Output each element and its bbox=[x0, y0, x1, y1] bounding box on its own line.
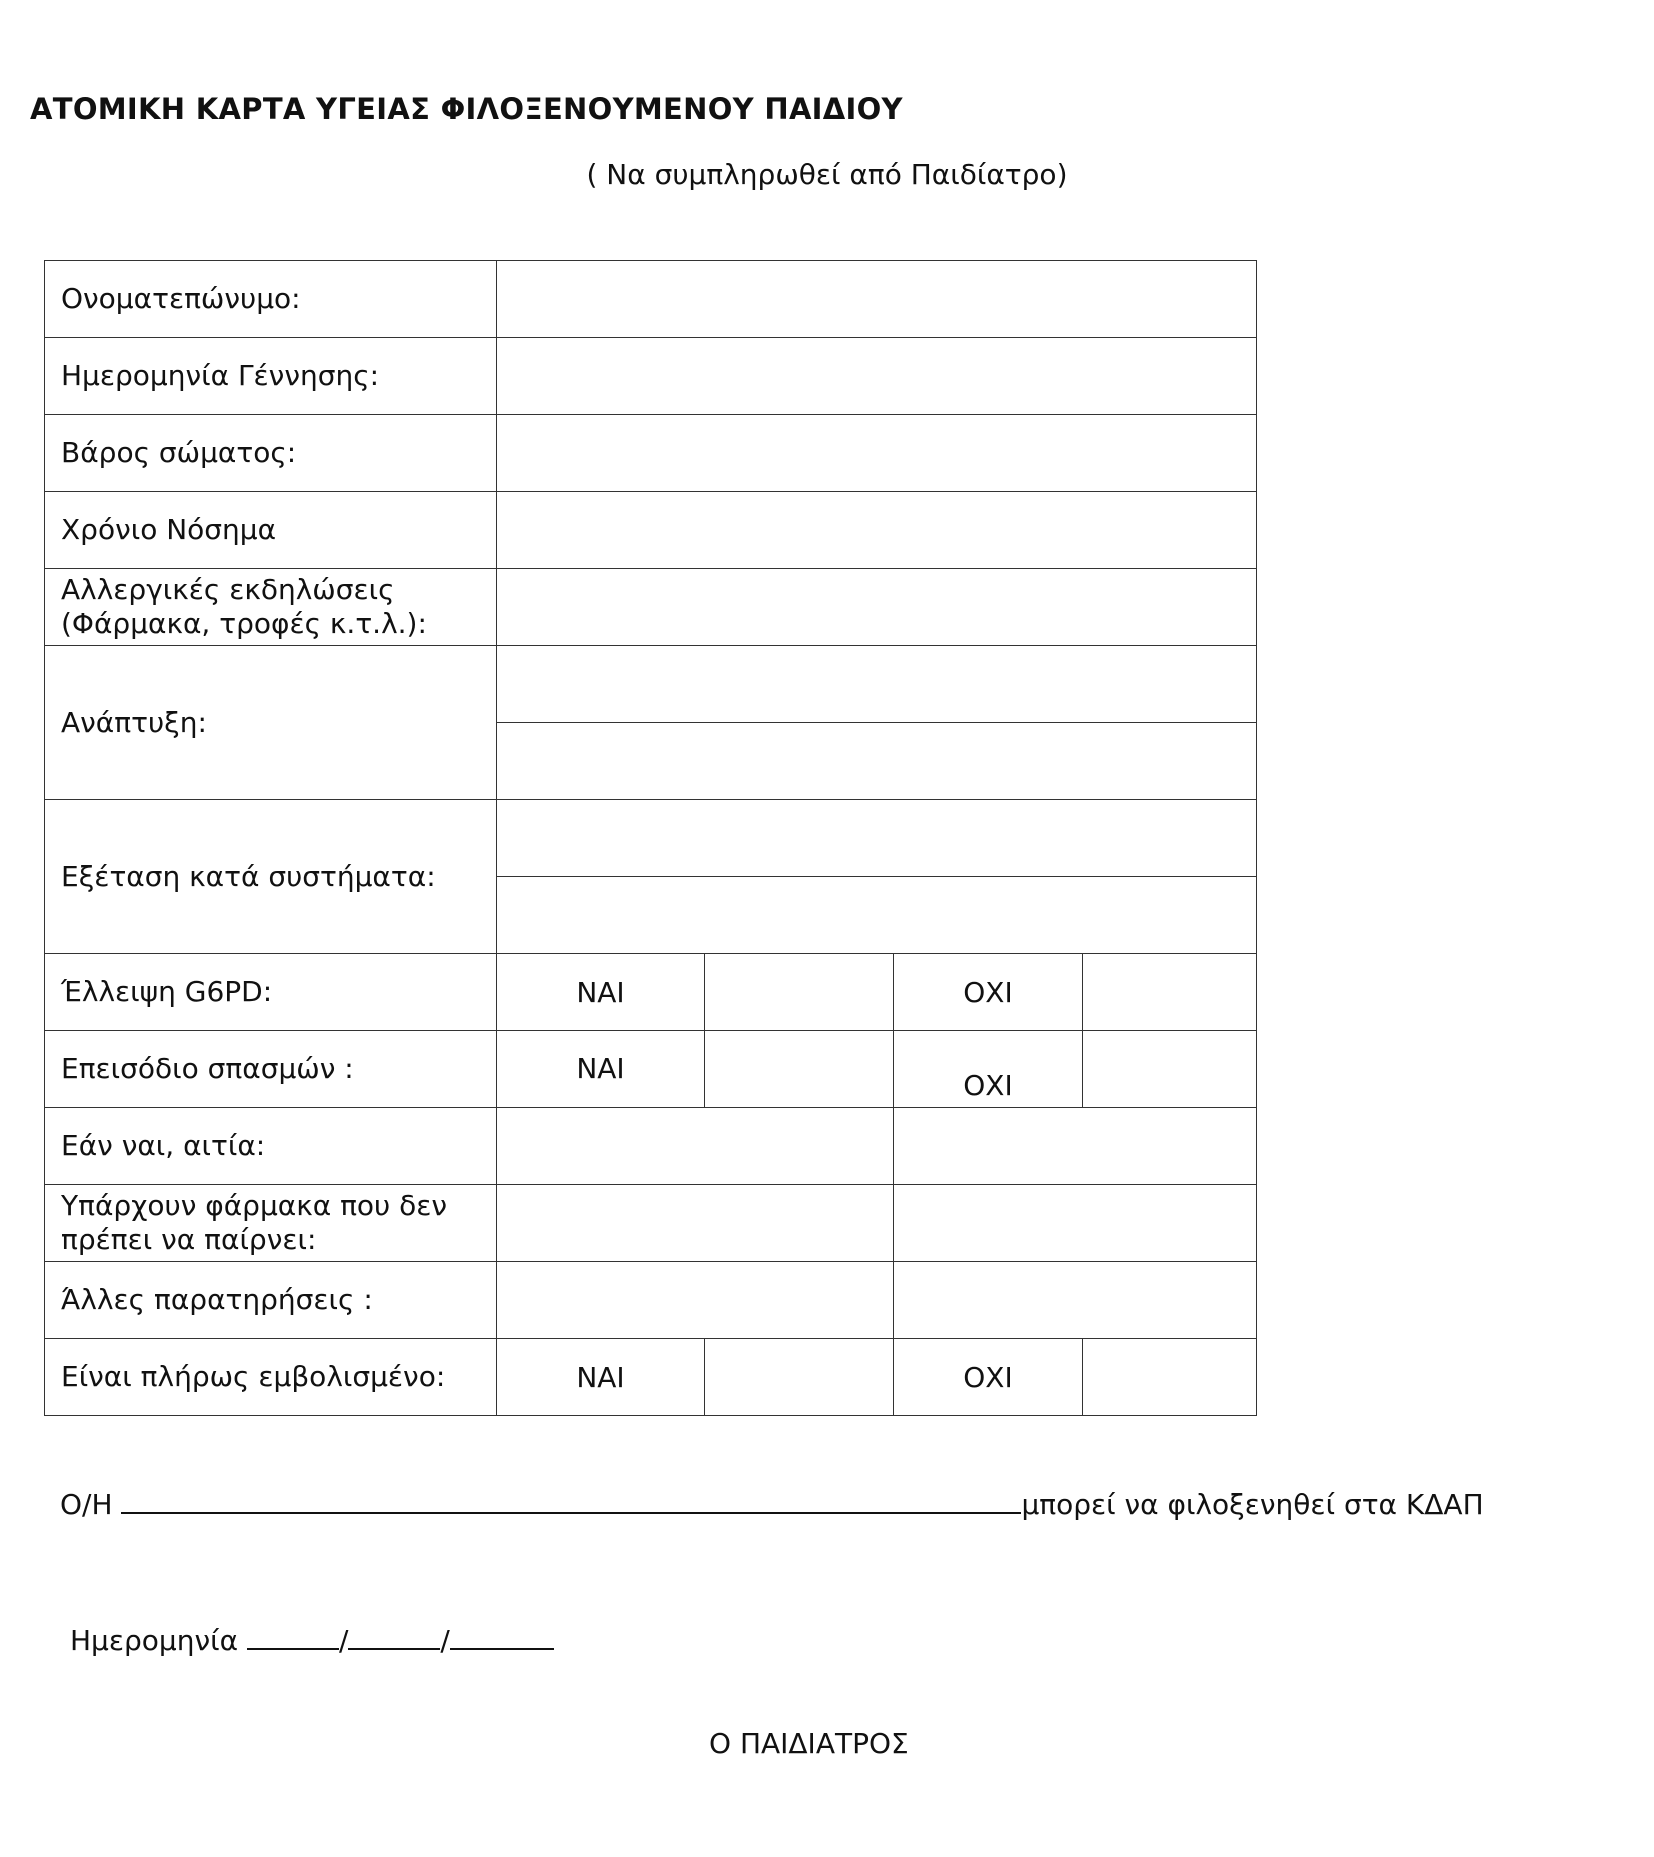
field-other-notes-2[interactable] bbox=[894, 1262, 1257, 1339]
row-allergies bbox=[45, 569, 1257, 646]
vaccinated-no-label: ΟΧΙ bbox=[894, 1339, 1083, 1416]
field-systems-exam-1[interactable] bbox=[497, 800, 1257, 877]
child-name-blank[interactable] bbox=[121, 1488, 1021, 1514]
label-chronic-disease: Χρόνιο Νόσημα bbox=[45, 492, 497, 569]
label-birth-date: Ημερομηνία Γέννησης: bbox=[45, 338, 497, 415]
field-body-weight[interactable] bbox=[497, 415, 1257, 492]
label-if-yes-cause: Εάν ναι, αιτία: bbox=[45, 1108, 497, 1185]
g6pd-no-box[interactable] bbox=[1083, 954, 1257, 1031]
field-forbidden-drugs-2[interactable] bbox=[894, 1185, 1257, 1262]
label-forbidden-drugs-line2: πρέπει να παίρνει: bbox=[61, 1223, 317, 1256]
g6pd-yes-label: ΝΑΙ bbox=[497, 954, 705, 1031]
row-full-name bbox=[45, 261, 1257, 338]
row-forbidden-drugs bbox=[45, 1185, 1257, 1262]
row-systems-exam-1 bbox=[45, 800, 1257, 877]
field-development-1[interactable] bbox=[497, 646, 1257, 723]
vaccinated-yes-label: ΝΑΙ bbox=[497, 1339, 705, 1416]
row-development-1 bbox=[45, 646, 1257, 723]
seizures-no-label: ΟΧΙ bbox=[894, 1031, 1083, 1108]
row-g6pd bbox=[45, 954, 1257, 1031]
field-birth-date[interactable] bbox=[497, 338, 1257, 415]
subtitle-text: ( Να συμπληρωθεί από Παιδίατρο) bbox=[586, 158, 1068, 191]
field-allergies[interactable] bbox=[497, 569, 1257, 646]
vaccinated-no-box[interactable] bbox=[1083, 1339, 1257, 1416]
label-allergies-line2: (Φάρμακα, τροφές κ.τ.λ.): bbox=[61, 607, 427, 640]
row-birth-date bbox=[45, 338, 1257, 415]
date-month-blank[interactable] bbox=[348, 1624, 440, 1650]
label-seizures: Επεισόδιο σπασμών : bbox=[45, 1031, 497, 1108]
field-chronic-disease[interactable] bbox=[497, 492, 1257, 569]
pediatrician-signature-label: Ο ΠΑΙΔΙΑΤΡΟΣ bbox=[709, 1727, 909, 1760]
label-allergies-line1: Αλλεργικές εκδηλώσεις bbox=[61, 573, 395, 606]
date-slash-1: / bbox=[338, 1624, 349, 1657]
label-systems-exam: Εξέταση κατά συστήματα: bbox=[45, 800, 497, 954]
statement-line bbox=[60, 1488, 1484, 1521]
row-other-notes bbox=[45, 1262, 1257, 1339]
form-subtitle bbox=[0, 158, 1654, 191]
label-development: Ανάπτυξη: bbox=[45, 646, 497, 800]
date-line bbox=[70, 1624, 554, 1657]
label-g6pd: Έλλειψη G6PD: bbox=[45, 954, 497, 1031]
field-if-yes-cause-1[interactable] bbox=[497, 1108, 894, 1185]
field-development-2[interactable] bbox=[497, 723, 1257, 800]
field-forbidden-drugs-1[interactable] bbox=[497, 1185, 894, 1262]
date-label: Ημερομηνία bbox=[70, 1624, 239, 1657]
label-allergies bbox=[45, 569, 497, 646]
field-other-notes-1[interactable] bbox=[497, 1262, 894, 1339]
row-vaccinated bbox=[45, 1339, 1257, 1416]
label-full-name: Ονοματεπώνυμο: bbox=[45, 261, 497, 338]
row-body-weight bbox=[45, 415, 1257, 492]
label-body-weight: Βάρος σώματος: bbox=[45, 415, 497, 492]
health-card-table bbox=[44, 260, 1257, 1416]
field-if-yes-cause-2[interactable] bbox=[894, 1108, 1257, 1185]
g6pd-yes-box[interactable] bbox=[705, 954, 894, 1031]
date-year-blank[interactable] bbox=[450, 1624, 554, 1650]
label-forbidden-drugs-line1: Υπάρχουν φάρμακα που δεν bbox=[61, 1189, 448, 1222]
row-chronic-disease bbox=[45, 492, 1257, 569]
date-day-blank[interactable] bbox=[247, 1624, 339, 1650]
g6pd-no-label: ΟΧΙ bbox=[894, 954, 1083, 1031]
can-attend-text: μπορεί να φιλοξενηθεί στα ΚΔΑΠ bbox=[1021, 1488, 1484, 1521]
vaccinated-yes-box[interactable] bbox=[705, 1339, 894, 1416]
label-other-notes: Άλλες παρατηρήσεις : bbox=[45, 1262, 497, 1339]
oh-label: Ο/Η bbox=[60, 1488, 113, 1521]
date-slash-2: / bbox=[440, 1624, 450, 1657]
row-if-yes-cause bbox=[45, 1108, 1257, 1185]
field-systems-exam-2[interactable] bbox=[497, 877, 1257, 954]
row-seizures bbox=[45, 1031, 1257, 1108]
seizures-yes-box[interactable] bbox=[705, 1031, 894, 1108]
label-vaccinated: Είναι πλήρως εμβολισμένο: bbox=[45, 1339, 497, 1416]
field-full-name[interactable] bbox=[497, 261, 1257, 338]
label-forbidden-drugs bbox=[45, 1185, 497, 1262]
form-title: ΑΤΟΜΙΚΗ ΚΑΡΤΑ ΥΓΕΙΑΣ ΦΙΛΟΞΕΝΟΥΜΕΝΟΥ ΠΑΙΔΙΟΥ bbox=[30, 92, 903, 126]
seizures-no-box[interactable] bbox=[1083, 1031, 1257, 1108]
seizures-yes-label: ΝΑΙ bbox=[497, 1031, 705, 1108]
